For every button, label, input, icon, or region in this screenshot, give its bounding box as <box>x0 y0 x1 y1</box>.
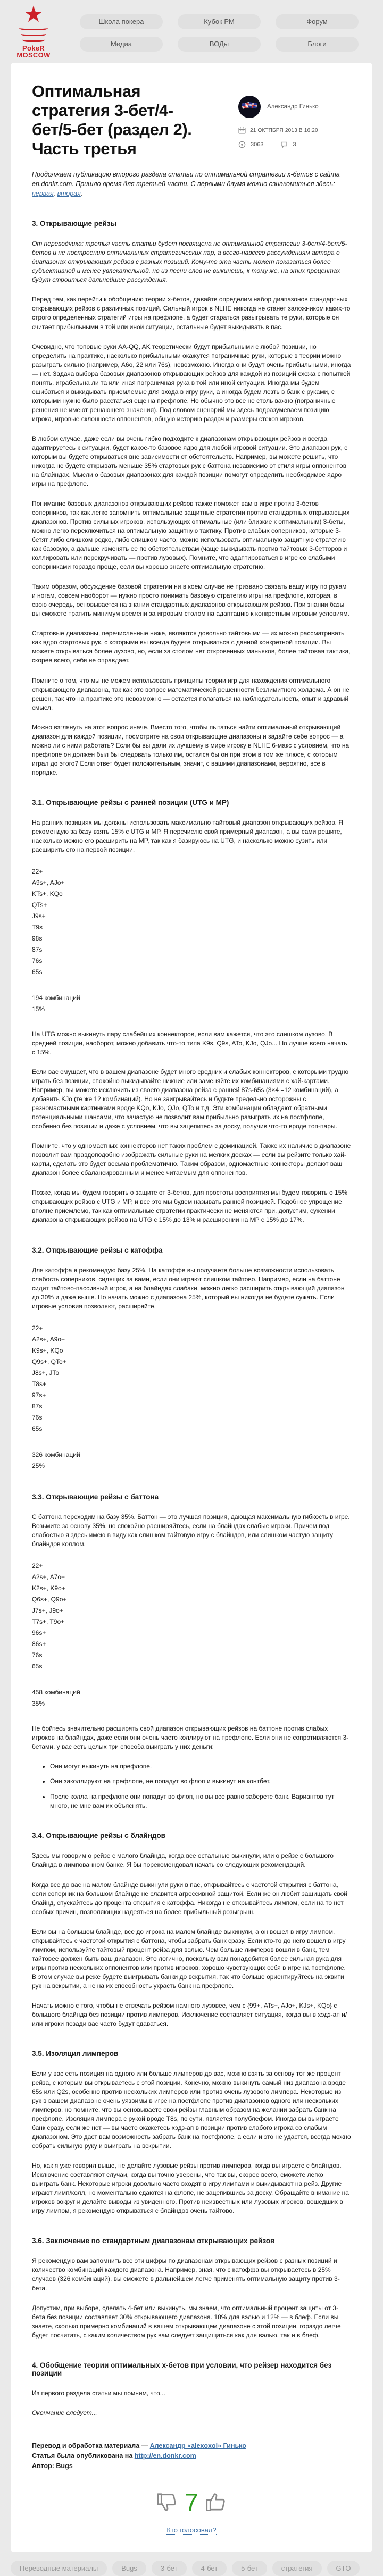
article-paragraph: Здесь мы говорим о рейзе с малого блайнда, когда все остальные выкинули, или о рейзе с большого блайнда в лимпованном банке. Я бы порекомендовал начать со следующих рекомендаций. <box>32 1852 334 1869</box>
hand-range-line: 76s <box>32 956 43 964</box>
article-paragraph: Перед тем, как перейти к обобщению теории x-бетов, давайте определим набор диапазонов стандартных открывающих рейзов с различных позиций. Сильный игрок в NLHE никогда не станет заложником каких-то строго определенных стратегий игры на префлопе, а будет стараться разыгрывать те руки, которые он считает прибыльными в той или иной ситуации, остальные будет выкидывать в пас. <box>32 296 351 331</box>
vote-widget <box>32 2490 351 2535</box>
page-title: Оптимальная стратегия 3-бет/4-бет/5-бет (раздел 2). Часть третья <box>32 82 192 158</box>
hand-range-line: T8s+ <box>32 1380 47 1388</box>
nav-item-2[interactable]: Форум <box>276 14 359 29</box>
section-heading: 3. Открывающие рейзы <box>32 220 117 228</box>
section-heading: 4. Обобщение теории оптимальных x-бетов при условии, что рейзер находится без позиции <box>32 2361 332 2377</box>
article-paragraph: Допустим, при выборе, сделать 4-бет или выкинуть, мы знаем, что оптимальный процент защиты от 3-бета без позиции составляет 30% открывающего диапазона. 18% для вэлью и 12% — в блеф. Если вы знаете, сколько примерно комбинаций в вашем открывающем диапазоне с этой позиции, гораздо легче будет посчитать, с каким количеством рук вам следует защищаться как для вэлью, так и в блеф. <box>32 2304 341 2339</box>
hand-range-line: 76s <box>32 1651 43 1659</box>
comments-count[interactable]: 3 <box>293 141 296 148</box>
hand-range-line: 96s+ <box>32 1629 46 1637</box>
tag-4[interactable]: 5-бет <box>232 2561 267 2576</box>
article-paragraph: Из первого раздела статьи мы помним, что... <box>32 2389 165 2397</box>
article-paragraph: Если вы на большом блайнде, все до игрока на малом блайнде выкинули, а он вошел в игру лимпом, открывайтесь с частотой открытия с баттона, чтобы забрать банк сразу. Если кто-то до него вошел в игру лимпом, используйте тайтовый процент рейза для вэлью. Чем больше лимперов вошли в банк, тем тайтовее должен быть ваш диапазон. Это логично, поскольку вам понадобится более сильная рука для игры против нескольких оппонентов или против игроков, хорошо чувствующих себя в игре на постфлопе. В этом случае вы реже будете выигрывать банки до вскрытия, так что больше ориентируйтесь на эквити рук на вскрытии, а не на их способность украсть банк на префлопе. <box>32 1927 346 1990</box>
avatar[interactable] <box>238 96 261 118</box>
comments-icon <box>280 141 288 148</box>
hand-range-line: 22+ <box>32 867 43 875</box>
nav-item-0[interactable]: Школа покера <box>80 14 163 29</box>
main-nav <box>80 14 359 52</box>
source-line <box>32 2441 351 2451</box>
calendar-icon <box>238 127 246 134</box>
article-card <box>11 63 372 2552</box>
article-paragraph: Если у вас есть позиция на одного или больше лимперов до вас, можно взять за основу тот же процент рейза, с которым вы открываетесь с этой позиции. Конечно, можно выкинуть самый низ диапазона вроде 65s или Q2s, особенно против нескольких лимперов или против очень лузового лимпера. Некоторые из рук в вашем диапазоне очень уязвимы в игре на постфлопе против диапазонов одного или нескольких лимперов, но помните, что вы основываете свои рейзы главным образом на желании забрать банк на префлопе. Изоляция лимпера с рукой вроде T8s, по сути, является полублефом. Иногда вы выиграете банк сразу, если же нет — вы часто окажетесь хэдз-ап в позиции против слабого игрока со слабым диапазоном. Это даст вам возможность забрать банк на постфлопе, а если и это не удастся, всегда можно собрать сильную руку и выиграть на вскрытии. <box>32 2069 351 2150</box>
article-paragraph: Не бойтесь значительно расширять свой диапазон открывающих рейзов на баттоне против слабых игроков на блайндах, даже если они очень часто коллируют на префлопе. Если они не сопротивляются 3-бетами, у вас есть целых три способа выиграть у них деньги: <box>32 1724 349 1750</box>
nav-item-5[interactable]: Блоги <box>276 37 359 52</box>
text-run: , <box>53 189 57 197</box>
who-voted-link[interactable]: Кто голосовал? <box>166 2525 217 2534</box>
tag-6[interactable]: GTO <box>327 2561 360 2576</box>
article-paragraph: Помните, что у одномастных коннекторов нет таких проблем с доминацией. Также их наличие в диапазоне позволит вам правдоподобно изображать сильные руки на мелких досках — если вы рейзите только хай-карты, сделать это будет весьма проблематично. Таким образом, одномастные коннекторы делают ваш диапазон более сбалансированным и менее читаемым для оппонентов. <box>32 1142 351 1177</box>
tag-0[interactable]: Переводные материалы <box>11 2561 107 2576</box>
tag-1[interactable]: Bugs <box>112 2561 146 2576</box>
author-name[interactable]: Александр Гинько <box>267 104 319 110</box>
article-intro <box>32 170 351 198</box>
hand-range-line: 65s <box>32 968 43 976</box>
source-line <box>32 2461 351 2471</box>
article-paragraph: Помните о том, что мы не можем использовать принципы теории игр для нахождения оптимального открывающего диапазона, так как это вопрос математической решенности безлимитного холдема. А он не решен, так что на практике это невозможно — остается полагаться на наблюдательность, опыт и здравый смысл. <box>32 676 349 711</box>
intro-link[interactable]: первая <box>32 189 54 197</box>
hand-range-line: Q6s+, Q9o+ <box>32 1595 67 1603</box>
range-stats <box>32 993 351 1015</box>
article-paragraph: Очевидно, что топовые руки AA-QQ, AK теоретически будут прибыльными с любой позиции, но определить на практике, насколько прибыльными окажутся пограничные руки, которые в теории можно разыграть сильно (например, A6o, 22 или 76s), невозможно. Иногда они будут очень прибыльными, иногда — нет. Задача выбора базовых диапазонов открывающих рейзов для каждой из позиций схожа с попыткой понять, играбельна ли та или иная пограничная рука в той или иной ситуации. Иногда мы будем ошибаться и выкидывать приемлемые для входа в игру руки, а иногда будем лезть в банк с руками, с которыми нужно было расстаться еще на префлопе. Но обычно это все не столь важно (пограничные решения не имеют решающего значения). Под словом сценарий мы здесь подразумеваем позицию игрока, игровые склонности оппонентов, общую историю раздач и размеры стеков игроков. <box>32 342 351 423</box>
hand-range-line: 22+ <box>32 1324 43 1332</box>
text-run: . <box>80 189 83 197</box>
text-run: Автор: Bugs <box>32 2462 73 2470</box>
tag-3[interactable]: 4-бет <box>192 2561 227 2576</box>
article-meta <box>238 96 351 148</box>
intro-link[interactable]: вторая <box>57 189 81 197</box>
range-stats <box>32 1687 351 1709</box>
section-heading: 3.3. Открывающие рейзы с баттона <box>32 1492 159 1501</box>
article-paragraph: Когда все до вас на малом блайнде выкинули руки в пас, открывайтесь с частотой открытия с баттона, если соперник на большом блайнде не славится агрессивной защитой. Если же он любит защищать свой блайнд, спускайтесь до процента открытия с катоффа. Никогда не открывайтесь лимпом, если на то нет особых причин, позволяющих надеяться на более прибыльный розыгрыш. <box>32 1881 347 1916</box>
hand-range-line: 87s <box>32 945 43 953</box>
bullet-list <box>32 1762 351 1811</box>
section-heading: 3.6. Заключение по стандартным диапазонам открывающих рейзов <box>32 2237 275 2245</box>
range-stat-line: 15% <box>32 1005 45 1013</box>
article-paragraph: Таким образом, обсуждение базовой стратегии ни в коем случае не призвано связать вашу игру по рукам и ногам, совсем наоборот — нужно просто понимать базовую стратегию игры на префлопе, которая, в свою очередь, основывается на знании стандартных диапазонов открывающих рейзов. При знании базы вы сможете тратить минимум времени за игровым столом на адаптацию к конкретным игровым условиям. <box>32 583 349 618</box>
hand-range-line: J8s+, JTo <box>32 1369 60 1377</box>
thumbs-down-icon[interactable] <box>155 2490 179 2514</box>
hand-range-line: 97s+ <box>32 1391 46 1399</box>
bullet-item: • После колла на префлопе они попадут во флоп, но вы все равно заберете банк. Вариантов тут много, не мне вам их объяснять. <box>50 1792 351 1811</box>
logo-arc <box>22 37 45 42</box>
tag-2[interactable]: 3-бет <box>152 2561 187 2576</box>
text-run: Статья была опубликована на <box>32 2452 135 2460</box>
hand-range-line: KTs+, KQo <box>32 890 63 897</box>
views-icon <box>238 141 246 148</box>
logo-line1: PokeR <box>22 44 45 52</box>
article-paragraph: Но, как я уже говорил выше, не делайте лузовые рейзы против лимперов, когда вы играете с блайндов. Исключение составляют случаи, когда вы точно уверены, что так вы, скорее всего, сможете легко выиграть банк. Некоторые игроки довольно часто входят в игру лимпами и выкидывают на рейз. Другие играют лимп/колл, но моментально сдаются на флопе, не зацепившись за доску. Обращайте внимание на игроков вокруг и делайте выводы из увиденного. Против неизвестных или лузовых игроков, вошедших в игру лимпом, я рекомендую открываться с блайндов очень тайтово. <box>32 2162 349 2215</box>
article-paragraph: Я рекомендую вам запомнить все эти цифры по диапазонам открывающих рейзов с разных позиций и количество комбинаций каждого диапазона. Например, зная, что с катоффа вы открываетесь в 25% случаев (326 комбинаций), вы сможете в дальнейшем легче применять оптимальную защиту против 3-бета. <box>32 2257 340 2292</box>
range-stat-line: 25% <box>32 1462 45 1470</box>
hand-range-line: Q9s+, QTo+ <box>32 1357 66 1365</box>
article-paragraph: Понимание базовых диапазонов открывающих рейзов также поможет вам в игре против 3-бетов соперников, так как легко запомнить оптимальные защитные стратегии против стандартных открывающих диапазонов. Против сильных игроков, использующих оптимальные (или близкие к оптимальным) 3-беты, можно легко переключиться на оптимальную защитную тактику. Против слабых соперников, которые 3-бетят либо слишком редко, либо слишком часто, можно использовать оптимальную защитную стратегию как базовую, а дальше изменять ее по обстоятельствам (чаще выкидывать против тайтовых 3-бетторов и коллировать или перекручивать — против лузовых). Помните, что адаптироваться в игре со слабыми соперниками гораздо проще, если вы хорошо знаете оптимальную стратегию. <box>32 500 350 571</box>
article-paragraph: Начать можно с того, чтобы не отвечать рейзом намного лузовее, чем с {99+, ATs+, AJo+, KJs+, KQo} с большого блайнда без позиции против лимперов. Исключение составляет ситуация, когда вы в хэдз-ап и/или игроки позади вас часто будут сдаваться. <box>32 2001 347 2027</box>
vote-count: 7 <box>185 2488 198 2516</box>
nav-item-4[interactable]: ВОДы <box>178 37 261 52</box>
article-paragraph: С баттона переходим на базу 35%. Баттон — это лучшая позиция, дающая максимальную гибкость в игре. Возьмите за основу 35%, но спокойно расширяйтесь, если на блайндах слабые игроки. Причем под слабостью я здесь имею в виду как слишком тайтовую игру с блайндов, или слишком частую защиту блайндов коллом. <box>32 1513 350 1548</box>
section-heading: 3.4. Открывающие рейзы с блайндов <box>32 1832 165 1840</box>
tag-5[interactable]: стратегия <box>272 2561 322 2576</box>
thumbs-up-icon[interactable] <box>204 2490 228 2514</box>
text-run: Перевод и обработка материала — <box>32 2441 150 2449</box>
range-stat-line: 326 комбинаций <box>32 1450 80 1458</box>
article-paragraph: В любом случае, даже если вы очень гибко подходите к диапазонам открывающих рейзов и всегда адаптируетесь к ситуации, будет какое-то базовое ядро для любой игровой ситуации. Это диапазон рук, с которым вы будете открываться вне зависимости от обстоятельств. Например, вы можете решить, что никогда не будете открывать меньше 35% стартовых рук с баттона независимо от стиля игры оппонентов на блайндах. Мысли о базовых диапазонах для каждой позиции помогут определить необходимое ядро игры на префлопе. <box>32 434 348 488</box>
article-paragraph: На ранних позициях мы должны использовать максимально тайтовый диапазон открывающих рейзов. Я рекомендую за базу взять 15% с UTG и MP. Я перечислю свой примерный диапазон, а вы сами решите, насколько можно его расширить на MP, так как я базируюсь на UTG, и насколько можно сузить или расширить его на первой позиции. <box>32 818 343 853</box>
site-logo[interactable] <box>14 4 53 58</box>
publish-date: 21 ОКТЯБРЯ 2013 В 16:20 <box>250 127 318 133</box>
star-icon: ★ <box>23 2 44 27</box>
article-header <box>32 82 351 167</box>
article-paragraph: На UTG можно выкинуть пару слабейших коннекторов, если вам кажется, что это слишком лузово. В средней позиции, наоборот, можно добавить что-то типа K9s, Q9s, ATo, KJo, QJo... Но лучше всего начать с 15%. <box>32 1030 347 1056</box>
range-stat-line: 458 комбинаций <box>32 1688 80 1696</box>
hand-range-line: K2s+, K9o+ <box>32 1584 65 1592</box>
hand-range-line: T7s+, T9o+ <box>32 1617 65 1625</box>
tag-list <box>11 2561 372 2576</box>
source-link[interactable]: Александр «alexoxol» Гинько <box>149 2441 246 2449</box>
range-stats <box>32 1449 351 1472</box>
hand-range-line: J9s+ <box>32 912 46 920</box>
article-paragraph: Позже, когда мы будем говорить о защите от 3-бетов, для простоты восприятия мы будем говорить о 15% открывающих рейзов с UTG и MP, и все это мы будем называть ранней позицией. Подобное упрощение вполне приемлемо, так как оптимальные стратегии практически не меняются при, допустим, сужении диапазона открывающих рейзов на UTG с 15% до 13% и расширении на MP с 15% до 17%. <box>32 1189 348 1224</box>
hand-range-line: 65s <box>32 1424 43 1432</box>
hand-range-line: QTs+ <box>32 901 47 909</box>
hand-range-line: T9s <box>32 923 43 931</box>
bullet-item: • Они заколлируют на префлопе, не попадут во флоп и выкинут на контбет. <box>50 1777 351 1786</box>
hand-range-line: A2s+, A9o+ <box>32 1335 65 1343</box>
views-count: 3063 <box>251 141 264 148</box>
hand-range-line: A9s+, AJo+ <box>32 878 65 886</box>
hand-range-line: K9s+, KQo <box>32 1346 63 1354</box>
article-paragraph: Стартовые диапазоны, перечисленные ниже, являются довольно тайтовыми — их можно рассматривать как ядро стартовых рук, с которыми вы всегда будете открываться с данной конкретной позиции. Вы можете открываться более лузово, но, если за столом нет откровенных маньяков, более тайтовая тактика, скорее всего, себя не оправдает. <box>32 630 351 665</box>
nav-item-1[interactable]: Кубок РМ <box>178 14 261 29</box>
source-line <box>32 2451 351 2461</box>
range-stat-line: 35% <box>32 1699 45 1707</box>
section-heading: 3.5. Изоляция лимперов <box>32 2049 119 2058</box>
article-body <box>32 220 351 2417</box>
article-paragraph: Если вас смущает, что в вашем диапазоне будет много средних и слабых коннекторов, с которыми трудно играть без позиции, спокойно выкидывайте нижние или заменяйте их комбинациями с хай-картами. Например, вы можете исключить из своего диапазона рейза с ранней 87s-65s (3×4 =12 комбинаций), а добавить KJo (те же 12 комбинаций). Но не заигрывайтесь и будьте предельно осторожны с разномастными картинками вроде KQo, KJo, QJo, QTo и т.д. Эти комбинации обладают обратными потенциальными шансами, что зачастую не позволит вам прибыльно разыграть их на постфлопе, особенно без позиции и даже с условием, что вы зацепитесь за доску, получив что-то вроде топ-пары. <box>32 1068 349 1130</box>
section-heading: 3.2. Открывающие рейзы с катоффа <box>32 1246 163 1254</box>
hand-range-line: 22+ <box>32 1562 43 1570</box>
article-paragraph-italic: От переводчика: третья часть статьи будет посвящена не оптимальной стратегии 3-бет/4-бет/5-бетов и не построению оптимальных стратегических пар, а всего-навсего рассуждениям автора о диапазонах открывающих рейзов с разных позиций. Кому-то эта часть может показаться более субъективной и менее увлекательной, но из песни слов не выкинешь, к тому же, на этих процентах будут строиться дальнейшие рассуждения. <box>32 240 347 284</box>
logo-arc <box>21 31 46 36</box>
range-stat-line: 194 комбинаций <box>32 994 80 1002</box>
hand-range-line: A2s+, A7o+ <box>32 1573 65 1581</box>
hand-range-line: 65s <box>32 1662 43 1670</box>
hand-range-line: J7s+, J9o+ <box>32 1606 63 1614</box>
hand-range-list <box>32 1323 351 1434</box>
hand-range-list <box>32 1560 351 1672</box>
article-paragraph: Можно взглянуть на этот вопрос иначе. Вместо того, чтобы пытаться найти оптимальный открывающий диапазон для каждой позиции, посмотрите на свои открывающие диапазоны и задайте себе вопрос — а можно ли с ними работать? Если бы вы дали их лучшему в мире игроку в NLHE 6-макс с условием, что на префлопе он должен был бы следовать только им, остался бы он при этом в том же плюсе, с которым играл до этого? Если ответ будет положительным, значит, с вашими диапазонами, вероятно, все в порядке. <box>32 723 349 776</box>
bullet-item: • Они могут выкинуть на префлопе. <box>50 1762 351 1771</box>
section-heading: 3.1. Открывающие рейзы с ранней позиции (UTG и MP) <box>32 798 229 807</box>
site-header <box>0 0 383 63</box>
text-run: Продолжаем публикацию второго раздела статьи по оптимальной стратегии x-бетов с сайта en.donkr.com. Пришло время для третьей части. С первыми двумя можно ознакомиться здесь: <box>32 171 340 188</box>
hand-range-line: 87s <box>32 1402 43 1410</box>
hand-range-line: 98s <box>32 934 43 942</box>
logo-line2: MOSCOW <box>16 51 51 59</box>
nav-item-3[interactable]: Медиа <box>80 37 163 52</box>
article-paragraph-italic: Окончание следует... <box>32 2409 97 2416</box>
article-paragraph: Для катоффа я рекомендую базу 25%. На катоффе вы получаете больше возможности использовать слабость соперников, сидящих за вами, если они играют слишком тайтово. Например, если на баттоне сидит тайтово-пассивный игрок, а на блайндах слабаки, можно легко расширить открывающий диапазон до 30% и даже выше. Но начать можно с диапазона 25%, который вы никогда не будете сужать. Если игровые условия позволяют, расширяйте. <box>32 1266 345 1310</box>
source-link[interactable]: http://en.donkr.com <box>134 2452 196 2460</box>
hand-range-line: 86s+ <box>32 1640 46 1648</box>
source-attribution <box>32 2441 351 2472</box>
hand-range-list <box>32 866 351 978</box>
hand-range-line: 76s <box>32 1413 43 1421</box>
